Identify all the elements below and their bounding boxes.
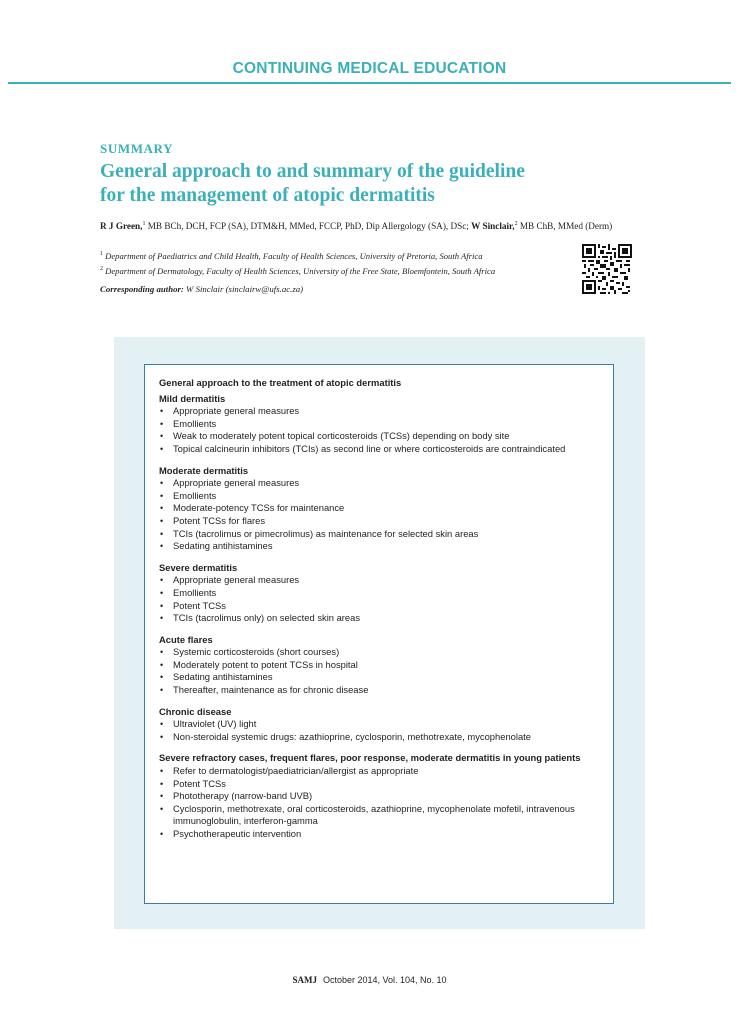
bullet-list	[159, 765, 599, 841]
list-item: • Ultraviolet (UV) light	[159, 718, 599, 731]
list-item: • Emollients	[159, 418, 599, 431]
section-header: CONTINUING MEDICAL EDUCATION	[232, 60, 507, 77]
author-1-affil-num: 1	[142, 221, 146, 227]
author-1-qualifications: MB BCh, DCH, FCP (SA), DTM&H, MMed, FCCP, PhD, Dip Allergology (SA), DSc;	[145, 221, 472, 232]
section-title: Severe refractory cases, frequent flares, poor response, moderate dermatitis in young patients	[159, 752, 581, 764]
affiliation-2-text: Department of Dermatology, Faculty of Health Sciences, University of the Free State, Bloemfontein, South Africa	[103, 265, 496, 276]
bullet-list	[159, 405, 599, 455]
list-item: • TCIs (tacrolimus or pimecrolimus) as maintenance for selected skin areas	[159, 528, 599, 541]
list-item: • Emollients	[159, 490, 599, 503]
bullet-list	[159, 646, 599, 696]
journal-issue: October 2014, Vol. 104, No. 10	[322, 975, 447, 985]
bullet-list	[159, 574, 599, 624]
affiliation-1-num: 1	[100, 251, 103, 257]
affiliation-1-text: Department of Paediatrics and Child Health, Faculty of Health Sciences, University of Pretoria, South Africa	[103, 250, 483, 261]
article-title	[100, 160, 620, 208]
section-title: Mild dermatitis	[159, 392, 226, 404]
bullet-list	[159, 718, 599, 743]
list-item: • TCIs (tacrolimus only) on selected skin areas	[159, 612, 599, 625]
list-item: • Appropriate general measures	[159, 477, 599, 490]
list-item: • Moderate-potency TCSs for maintenance	[159, 502, 599, 515]
corresponding-author	[100, 284, 303, 294]
list-item: • Weak to moderately potent topical corticosteroids (TCSs) depending on body site	[159, 430, 599, 443]
header-rule	[8, 82, 731, 84]
title-line-1: General approach to and summary of the guideline	[100, 161, 525, 182]
treatment-section	[159, 634, 599, 697]
list-item: • Non-steroidal systemic drugs: azathioprine, cyclosporin, methotrexate, mycophenolate	[159, 731, 599, 744]
affiliations	[100, 248, 570, 278]
list-item: • Moderately potent to potent TCSs in hospital	[159, 659, 599, 672]
treatment-section	[159, 752, 599, 840]
list-item: • Sedating antihistamines	[159, 671, 599, 684]
list-item: • Thereafter, maintenance as for chronic disease	[159, 684, 599, 697]
page-footer	[0, 975, 739, 985]
list-item: • Systemic corticosteroids (short courses)	[159, 646, 599, 659]
list-item: • Appropriate general measures	[159, 574, 599, 587]
author-2-name: W Sinclair,	[471, 221, 515, 232]
treatment-section	[159, 562, 599, 625]
title-line-2: for the management of atopic dermatitis	[100, 185, 435, 206]
treatment-section	[159, 465, 599, 553]
author-2-affil-num: 2	[514, 221, 518, 227]
section-title: Moderate dermatitis	[159, 464, 249, 476]
list-item: • Refer to dermatologist/paediatrician/allergist as appropriate	[159, 765, 599, 778]
author-2-qualifications: MB ChB, MMed (Derm)	[517, 221, 613, 232]
affiliation-2	[100, 263, 570, 278]
corresponding-label: Corresponding author:	[100, 284, 184, 294]
list-item: • Potent TCSs	[159, 778, 599, 791]
list-item: • Phototherapy (narrow-band UVB)	[159, 790, 599, 803]
list-item: • Appropriate general measures	[159, 405, 599, 418]
author-1-name: R J Green,	[100, 221, 143, 232]
section-title: Acute flares	[159, 633, 213, 645]
article-kicker: SUMMARY	[100, 141, 174, 156]
corresponding-value: W Sinclair (sinclairw@ufs.ac.za)	[183, 284, 304, 294]
list-item: • Sedating antihistamines	[159, 540, 599, 553]
box-title: General approach to the treatment of atopic dermatitis	[159, 377, 402, 388]
treatment-summary-box	[144, 364, 614, 904]
list-item: • Potent TCSs for flares	[159, 515, 599, 528]
list-item: • Psychotherapeutic intervention	[159, 828, 599, 841]
treatment-section	[159, 393, 599, 456]
journal-name: SAMJ	[292, 975, 317, 985]
bullet-list	[159, 477, 599, 553]
list-item: • Cyclosporin, methotrexate, oral corticosteroids, azathioprine, mycophenolate mofetil, intravenous immunoglobulin, interferon-gamma	[159, 803, 599, 828]
affiliation-1	[100, 248, 570, 263]
section-title: Severe dermatitis	[159, 561, 238, 573]
affiliation-2-num: 2	[100, 265, 103, 272]
section-title: Chronic disease	[159, 705, 232, 717]
list-item: • Potent TCSs	[159, 600, 599, 613]
list-item: • Topical calcineurin inhibitors (TCIs) as second line or where corticosteroids are contraindicated	[159, 443, 599, 456]
treatment-section	[159, 706, 599, 744]
list-item: • Emollients	[159, 587, 599, 600]
qr-code-icon	[582, 244, 632, 294]
treatment-sections	[159, 393, 599, 841]
author-line	[100, 221, 660, 231]
